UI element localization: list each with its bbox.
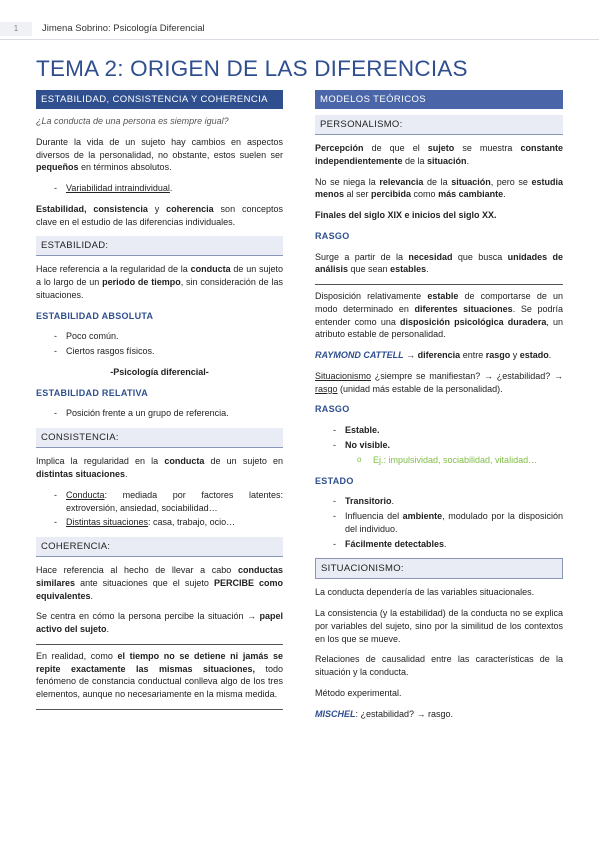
list-item: - Fácilmente detectables. bbox=[333, 538, 563, 551]
cattell-paragraph: RAYMOND CATTELL → diferencia entre rasgo y estado. bbox=[315, 350, 552, 361]
intro-bullets bbox=[54, 182, 283, 195]
estado-list bbox=[333, 495, 563, 550]
situacionismo-paragraph-2: La consistencia (y la estabilidad) de la conducta no se explica por variables del sujeto, sino por la similitud de los contextos en los que se mueve. bbox=[315, 608, 563, 644]
heading-rasgo: RASGO bbox=[315, 230, 350, 241]
list-item: - Poco común. bbox=[54, 330, 283, 343]
personalismo-paragraph-2: No se niega la relevancia de la situación, pero se estudia menos al ser percibida como más cambiante. bbox=[315, 176, 563, 200]
page-title: TEMA 2: ORIGEN DE LAS DIFERENCIAS bbox=[36, 56, 468, 81]
page-header bbox=[0, 18, 599, 40]
section-bar-estabilidad-consistencia-coherencia: ESTABILIDAD, CONSISTENCIA Y COHERENCIA bbox=[36, 90, 283, 109]
personalismo-paragraph-3: Finales del siglo XIX e inicios del siglo XX. bbox=[315, 210, 497, 221]
rasgo-sublist bbox=[357, 454, 563, 467]
rasgo-block bbox=[315, 284, 563, 341]
heading-estabilidad-absoluta: ESTABILIDAD ABSOLUTA bbox=[36, 310, 154, 321]
intro-paragraph: Durante la vida de un sujeto hay cambios en aspectos diversos de la personalidad, no obstante, estos suelen ser pequeños en términos absolutos. bbox=[36, 136, 283, 173]
consistencia-paragraph: Implica la regularidad en la conducta de un sujeto en distintas situaciones. bbox=[36, 456, 283, 480]
rasgo-paragraph-2: Disposición relativamente estable de comportarse de un modo determinado en diferentes situaciones. Se podría entender como una disposición psicológica duradera, un atributo estable de personalidad. bbox=[315, 291, 564, 340]
heading-rasgo-2: RASGO bbox=[315, 404, 350, 415]
right-column bbox=[315, 90, 563, 729]
final-note bbox=[36, 644, 283, 710]
intro-question: ¿La conducta de una persona es siempre igual? bbox=[36, 116, 229, 126]
left-column bbox=[36, 90, 283, 710]
list-item: - Ciertos rasgos físicos. bbox=[54, 345, 283, 358]
coherencia-paragraph: Hace referencia al hecho de llevar a cabo conductas similares ante situaciones que el sujeto PERCIBE como equivalentes. bbox=[36, 565, 284, 601]
list-item: - No visible. o Ej.: impulsividad, sociabilidad, vitalidad… bbox=[333, 439, 563, 467]
concepts-paragraph: Estabilidad, consistencia y coherencia son conceptos clave en el estudio de las diferencias individuales. bbox=[36, 203, 283, 227]
list-item: - Posición frente a un grupo de referencia. bbox=[54, 407, 283, 420]
heading-estabilidad: ESTABILIDAD: bbox=[36, 236, 283, 256]
running-title: Jimena Sobrino: Psicología Diferencial bbox=[42, 23, 205, 34]
consistencia-list bbox=[54, 489, 283, 529]
page-number: 1 bbox=[0, 22, 32, 36]
heading-coherencia: COHERENCIA: bbox=[36, 537, 283, 557]
psicologia-diferencial-label: -Psicología diferencial- bbox=[110, 366, 209, 377]
list-item: - Conducta: mediada por factores latentes: extroversión, ansiedad, sociabilidad… bbox=[54, 489, 283, 515]
list-item: - Estable. bbox=[333, 424, 563, 437]
section-bar-modelos-teoricos: MODELOS TEÓRICOS bbox=[315, 90, 563, 109]
final-paragraph: En realidad, como el tiempo no se detiene ni jamás se repite exactamente las mismas situaciones, todo fenómeno de constancia conductual conlleva algo de los tres elementos, aunque no necesariamente en la misma medida. bbox=[36, 650, 283, 700]
absoluta-list bbox=[54, 330, 283, 358]
personalismo-paragraph-1: Percepción de que el sujeto se muestra constante independientemente de la situación. bbox=[315, 143, 563, 166]
situacionismo-question: Situacionismo ¿siempre se manifiestan? → ¿estabilidad? → rasgo (unidad más estable de la personalidad). bbox=[315, 370, 563, 394]
heading-consistencia: CONSISTENCIA: bbox=[36, 428, 283, 448]
list-item: o Ej.: impulsividad, sociabilidad, vitalidad… bbox=[357, 454, 563, 467]
situacionismo-paragraph-4: Método experimental. bbox=[315, 687, 402, 698]
situacionismo-paragraph-3: Relaciones de causalidad entre las características de la situación y la conducta. bbox=[315, 654, 563, 678]
rasgo-paragraph-1: Surge a partir de la necesidad que busca unidades de análisis que sean estables. bbox=[315, 251, 563, 275]
list-item: - Influencia del ambiente, modulado por la disposición del individuo. bbox=[333, 510, 563, 536]
rasgo-list bbox=[333, 424, 563, 466]
coherencia-paragraph-2: Se centra en cómo la persona percibe la situación → papel activo del sujeto. bbox=[36, 611, 283, 635]
list-item: - Transitorio. bbox=[333, 495, 563, 508]
heading-personalismo: PERSONALISMO: bbox=[315, 115, 563, 135]
heading-estabilidad-relativa: ESTABILIDAD RELATIVA bbox=[36, 387, 148, 398]
relativa-list bbox=[54, 407, 283, 420]
mischel-paragraph: MISCHEL: ¿estabilidad? → rasgo. bbox=[315, 708, 454, 719]
heading-estado: ESTADO bbox=[315, 475, 354, 486]
list-item: - Variabilidad intraindividual. bbox=[54, 182, 283, 195]
heading-situacionismo: SITUACIONISMO: bbox=[315, 558, 563, 579]
estabilidad-paragraph: Hace referencia a la regularidad de la conducta de un sujeto a lo largo de un periodo de tiempo, sin consideración de las situaciones. bbox=[36, 264, 284, 300]
situacionismo-paragraph-1: La conducta dependería de las variables situacionales. bbox=[315, 587, 535, 598]
list-item: - Distintas situaciones: casa, trabajo, ocio… bbox=[54, 516, 283, 529]
